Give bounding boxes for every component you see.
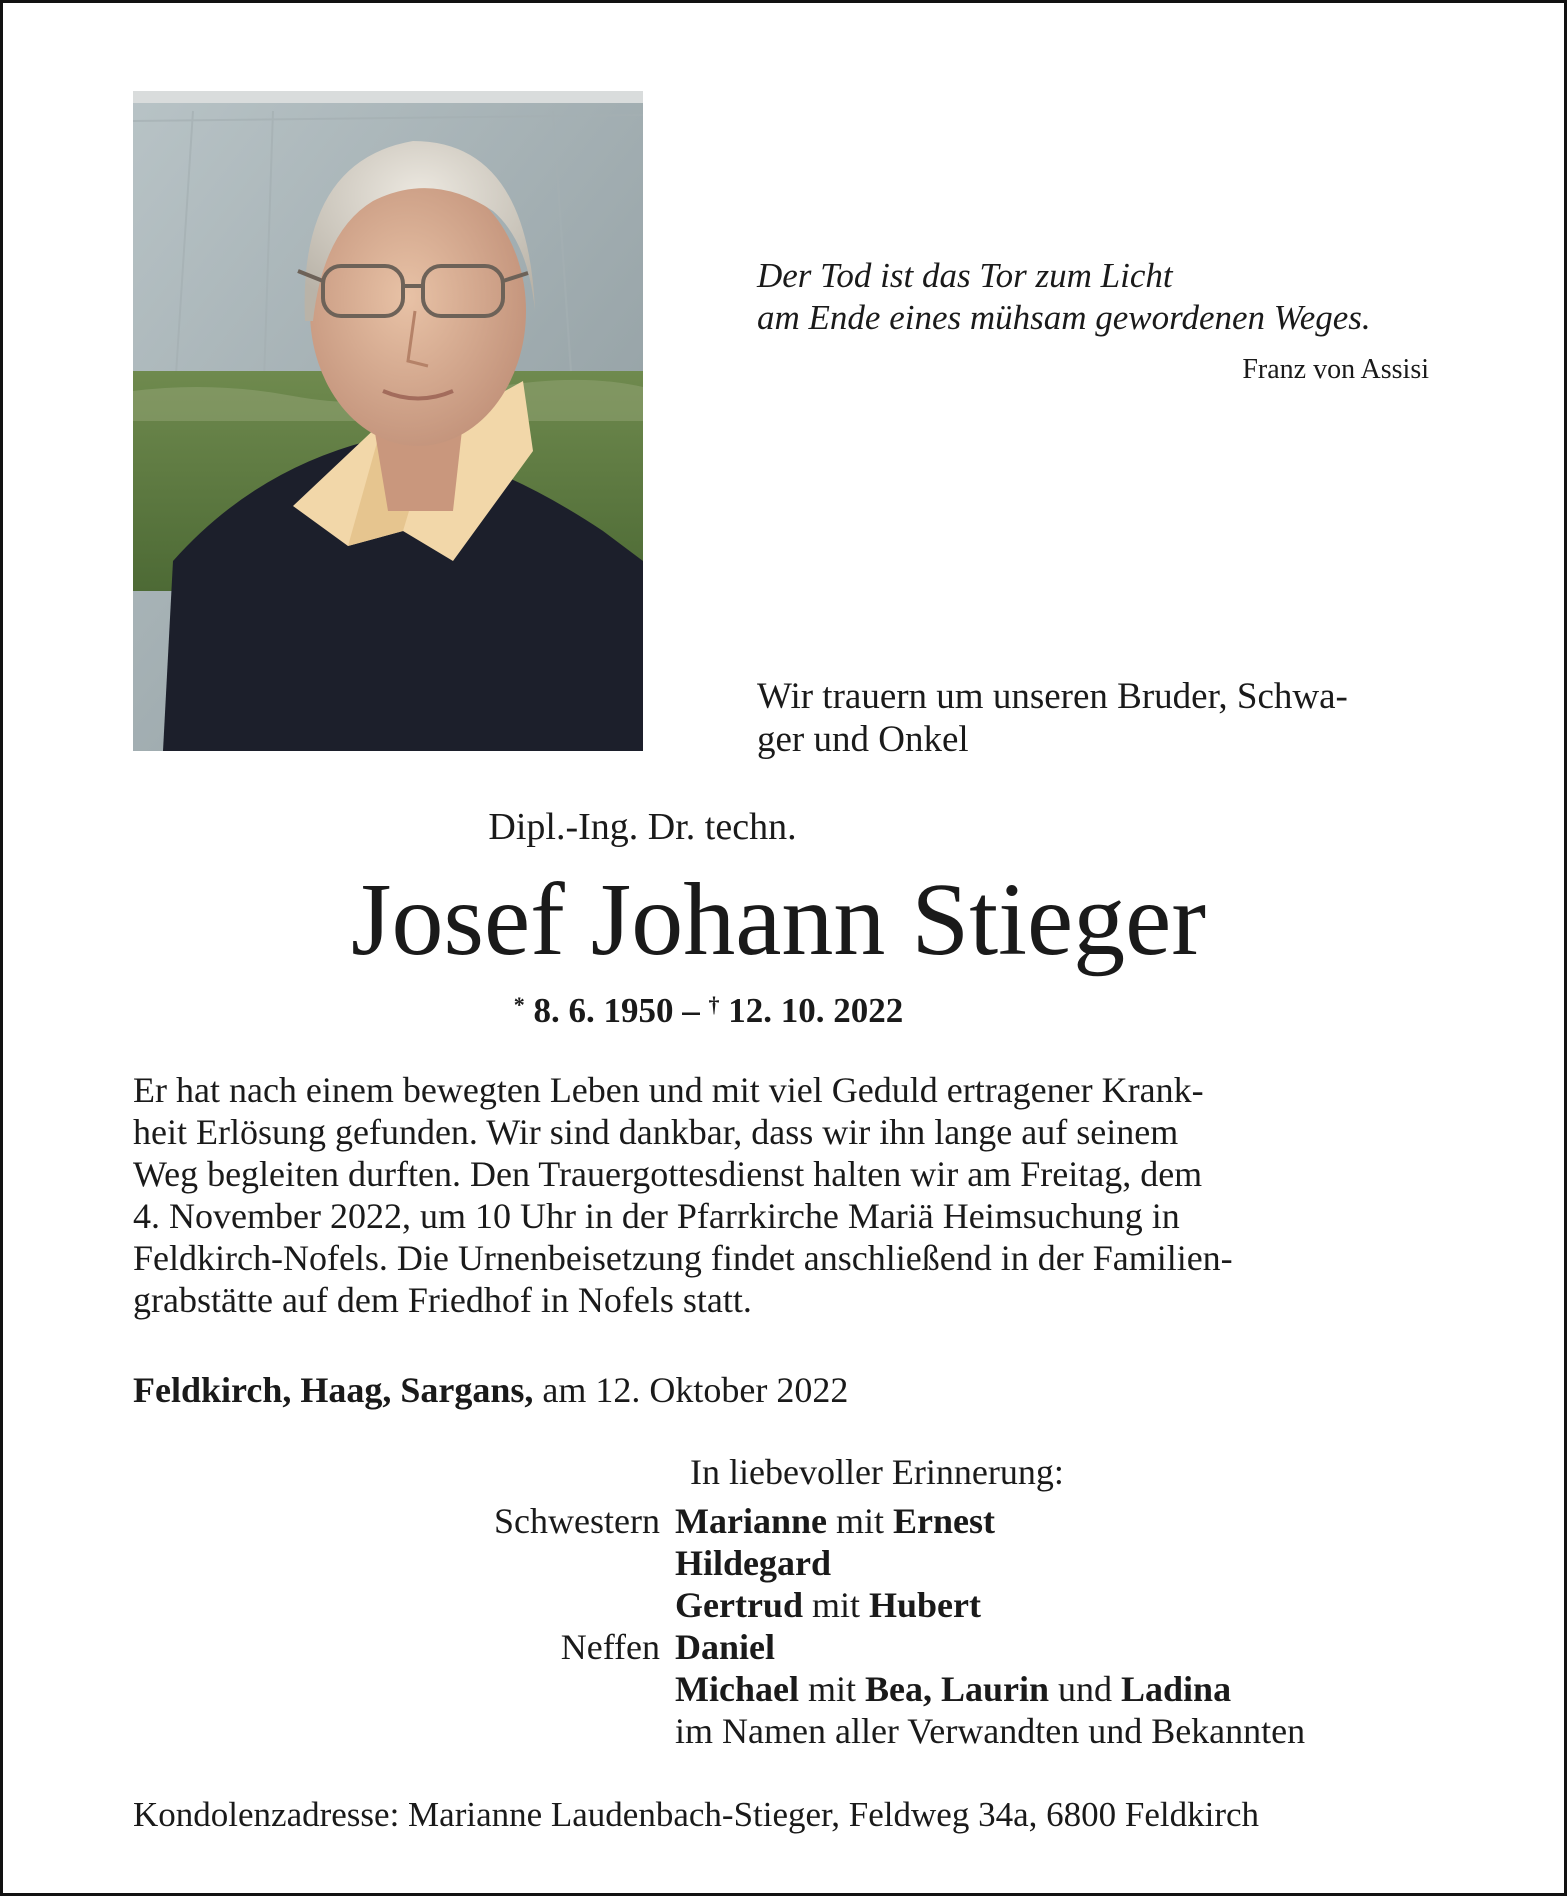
academic-title-block — [3, 805, 1567, 849]
family-names — [675, 1668, 1231, 1710]
place-date: am 12. Oktober 2022 — [542, 1370, 849, 1410]
quote-line-1: Der Tod ist das Tor zum Licht — [757, 256, 1173, 295]
family-role — [303, 1710, 675, 1752]
deceased-name-block — [3, 862, 1567, 977]
birth-date: 8. 6. 1950 — [533, 991, 674, 1030]
deceased-name: Josef Johann Stieger — [351, 862, 1206, 977]
mourning-intro — [757, 675, 1447, 761]
body-line: Weg begleiten durften. Den Trauergottesdienst halten wir am Freitag, dem — [133, 1154, 1203, 1194]
academic-title: Dipl.-Ing. Dr. techn. — [488, 806, 797, 848]
family-role: Schwestern — [494, 1501, 660, 1541]
memorial-quote — [757, 255, 1437, 339]
family-row — [303, 1584, 1503, 1626]
date-separator: – — [682, 991, 700, 1030]
place-date-line — [133, 1369, 848, 1411]
family-role — [303, 1584, 675, 1626]
family-connector: mit — [798, 1669, 865, 1709]
death-symbol: † — [708, 992, 720, 1017]
family-connector: mit — [802, 1585, 869, 1625]
life-dates — [3, 991, 1567, 1031]
family-member-name: Michael — [675, 1669, 799, 1709]
portrait-illustration — [133, 91, 643, 751]
family-row — [303, 1710, 1503, 1752]
family-member-name: Hubert — [868, 1585, 981, 1625]
family-role — [303, 1542, 675, 1584]
family-member-name: Daniel — [675, 1627, 776, 1667]
body-line: grabstätte auf dem Friedhof in Nofels statt. — [133, 1280, 752, 1320]
obituary-body — [133, 1069, 1443, 1321]
family-member-name: Gertrud — [675, 1585, 803, 1625]
body-line: Er hat nach einem bewegten Leben und mit viel Geduld ertragener Krank- — [133, 1070, 1204, 1110]
family-role — [303, 1668, 675, 1710]
family-names — [675, 1710, 1305, 1752]
body-line: Feldkirch-Nofels. Die Urnenbeisetzung findet anschließend in der Familien- — [133, 1238, 1233, 1278]
birth-symbol: * — [513, 992, 525, 1017]
family-row — [303, 1668, 1503, 1710]
family-member-name: Hildegard — [675, 1543, 832, 1583]
family-names — [675, 1626, 775, 1668]
family-row — [303, 1500, 1503, 1542]
family-member-name: Ladina — [1121, 1669, 1232, 1709]
family-role: Neffen — [560, 1627, 660, 1667]
quote-author: Franz von Assisi — [1242, 354, 1429, 385]
family-names — [675, 1584, 981, 1626]
family-list — [303, 1500, 1503, 1752]
condolence-address: Kondolenzadresse: Marianne Laudenbach-Stieger, Feldweg 34a, 6800 Feldkirch — [133, 1795, 1260, 1834]
intro-line-2: ger und Onkel — [757, 719, 969, 760]
family-connector: mit — [826, 1501, 893, 1541]
family-names — [675, 1542, 831, 1584]
quote-line-2: am Ende eines mühsam gewordenen Weges. — [757, 298, 1371, 337]
family-connector: im Namen aller Verwandten und Bekannten — [675, 1711, 1306, 1751]
body-line: heit Erlösung gefunden. Wir sind dankbar, dass wir ihn lange auf seinem — [133, 1112, 1179, 1152]
body-line: 4. November 2022, um 10 Uhr in der Pfarrkirche Mariä Heimsuchung in — [133, 1196, 1180, 1236]
portrait-photo — [133, 91, 643, 751]
family-member-name: Bea, Laurin — [864, 1669, 1050, 1709]
family-member-name: Marianne — [675, 1501, 827, 1541]
family-connector: und — [1049, 1669, 1122, 1709]
family-names — [675, 1500, 995, 1542]
family-member-name: Ernest — [893, 1501, 995, 1541]
places: Feldkirch, Haag, Sargans, — [133, 1370, 534, 1410]
intro-line-1: Wir trauern um unseren Bruder, Schwa- — [757, 676, 1348, 717]
memory-heading: In liebevoller Erinnerung: — [690, 1452, 1064, 1492]
death-date: 12. 10. 2022 — [728, 991, 904, 1030]
family-row — [303, 1542, 1503, 1584]
family-row — [303, 1626, 1503, 1668]
